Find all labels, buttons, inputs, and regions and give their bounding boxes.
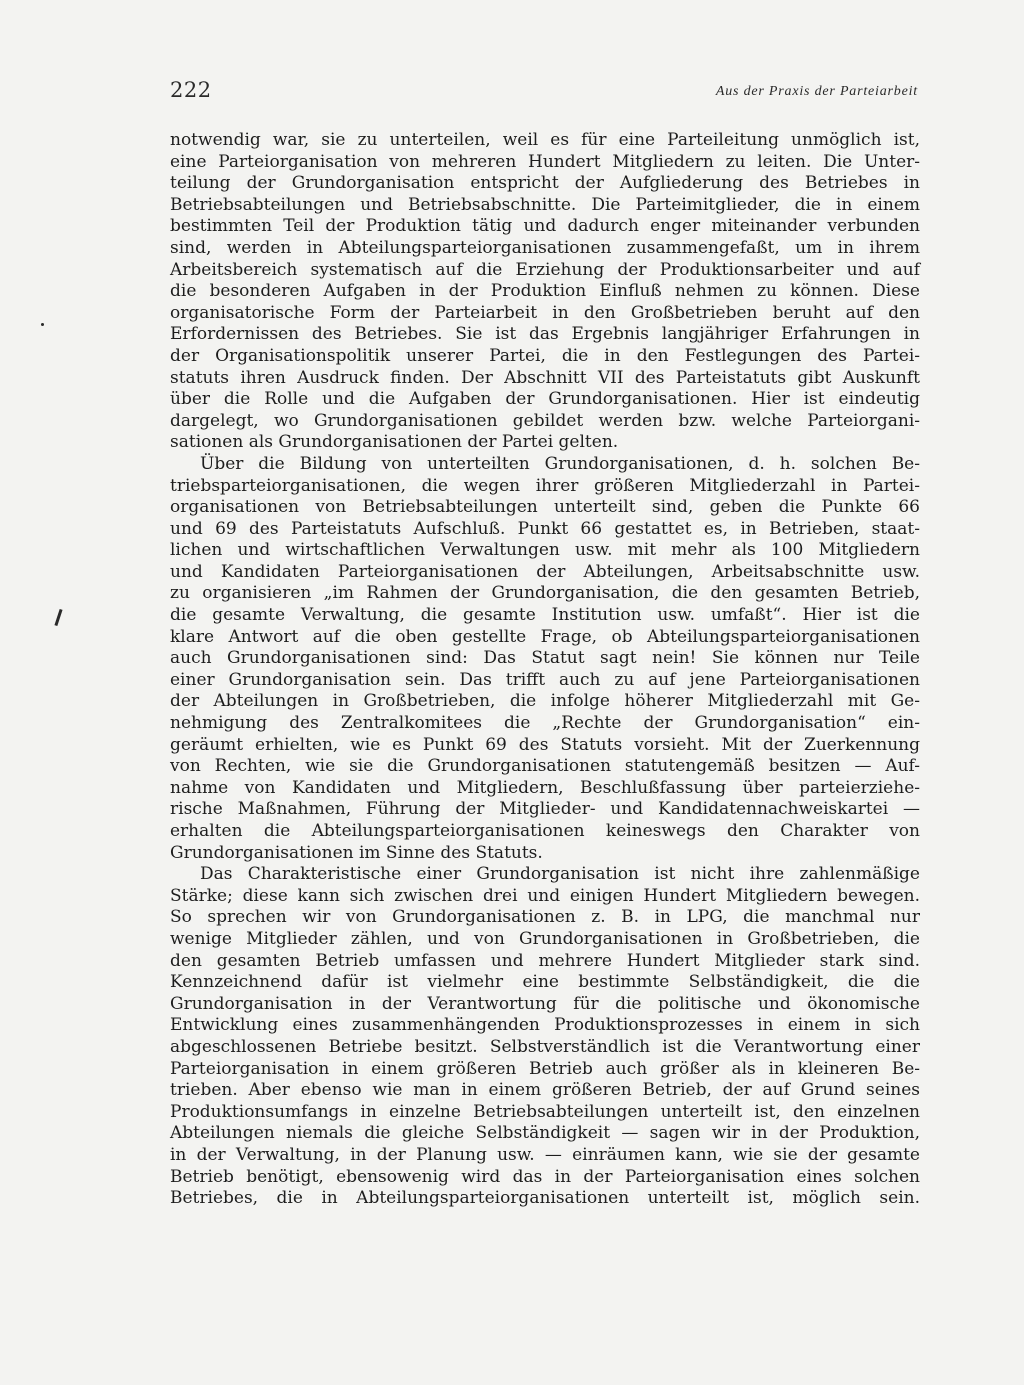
text-line: zu organisieren „im Rahmen der Grundorganisation, die den gesamten Betrieb, (170, 583, 920, 604)
text-line: Entwicklung eines zusammenhängenden Produktionsprozesses in einem in sich (170, 1015, 920, 1036)
paragraph (170, 864, 920, 1210)
text-line: erhalten die Abteilungsparteiorganisationen keineswegs den Charakter von (170, 821, 920, 841)
text-line: statuts ihren Ausdruck finden. Der Abschnitt VII des Parteistatuts gibt Auskunft (170, 367, 920, 388)
text-line: sind, werden in Abteilungsparteiorganisationen zusammengefaßt, um in ihrem (170, 237, 920, 258)
text-line: lichen und wirtschaftlichen Verwaltungen usw. mit mehr als 100 Mitgliedern (170, 540, 920, 561)
text-line: rische Maßnahmen, Führung der Mitglieder- und Kandidatennachweiskartei — (170, 799, 920, 820)
text-line: klare Antwort auf die oben gestellte Frage, ob Abteilungsparteiorganisationen (170, 626, 920, 647)
text-line: trieben. Aber ebenso wie man in einem größeren Betrieb, der auf Grund seines (170, 1080, 920, 1101)
margin-pencil-mark (54, 609, 62, 626)
text-line: über die Rolle und die Aufgaben der Grundorganisationen. Hier ist eindeutig (170, 389, 920, 410)
running-head: Aus der Praxis der Parteiarbeit (715, 84, 918, 99)
text-line: den gesamten Betrieb umfassen und mehrere Hundert Mitglieder stark sind. (170, 950, 920, 971)
text-line: nehmigung des Zentralkomitees die „Rechte der Grundorganisation“ ein- (170, 713, 920, 734)
text-line: und 69 des Parteistatuts Aufschluß. Punkt 66 gestattet es, in Betrieben, staat- (170, 518, 920, 539)
text-line: der Abteilungen in Großbetrieben, die infolge höherer Mitgliederzahl mit Ge- (170, 691, 920, 712)
text-line: wenige Mitglieder zählen, und von Grundorganisationen in Großbetrieben, die (170, 928, 920, 949)
text-line: Produktionsumfangs in einzelne Betriebsabteilungen unterteilt ist, den einzelnen (170, 1101, 920, 1122)
text-line: Grundorganisation in der Verantwortung für die politische und ökonomische (170, 993, 920, 1014)
text-line: dargelegt, wo Grundorganisationen gebildet werden bzw. welche Parteiorgani- (170, 410, 920, 431)
paragraph (170, 454, 920, 864)
text-line: von Rechten, wie sie die Grundorganisationen statutengemäß besitzen — Auf- (170, 756, 920, 777)
page-header (170, 78, 918, 104)
text-line: Parteiorganisation in einem größeren Betrieb auch größer als in kleineren Be- (170, 1058, 920, 1079)
text-line: bestimmten Teil der Produktion tätig und dadurch enger miteinander verbunden (170, 216, 920, 237)
text-line: Über die Bildung von unterteilten Grundorganisationen, d. h. solchen Be- (200, 453, 920, 474)
text-line: der Organisationspolitik unserer Partei, die in den Festlegungen des Partei- (170, 345, 920, 366)
text-line: triebsparteiorganisationen, die wegen ihrer größeren Mitgliederzahl in Partei- (170, 475, 920, 496)
text-line: Betriebes, die in Abteilungsparteiorganisationen unterteilt ist, möglich sein. (170, 1188, 920, 1209)
text-line: organisationen von Betriebsabteilungen unterteilt sind, geben die Punkte 66 (170, 497, 920, 518)
text-line: teilung der Grundorganisation entspricht der Aufgliederung des Betriebes in (170, 173, 920, 194)
text-line: So sprechen wir von Grundorganisationen z. B. in LPG, die manchmal nur (170, 907, 920, 928)
text-line: sationen als Grundorganisationen der Partei gelten. (170, 432, 619, 453)
text-line: abgeschlossenen Betriebe besitzt. Selbstverständlich ist die Verantwortung einer (170, 1036, 920, 1057)
text-line: die besonderen Aufgaben in der Produktion Einfluß nehmen zu können. Diese (170, 281, 920, 302)
text-line: einer Grundorganisation sein. Das trifft auch zu auf jene Parteiorganisationen (170, 669, 920, 690)
body-text (170, 130, 920, 1210)
text-line: in der Verwaltung, in der Planung usw. — einräumen kann, wie sie der gesamte (170, 1144, 920, 1165)
text-line: und Kandidaten Parteiorganisationen der Abteilungen, Arbeitsabschnitte usw. (170, 561, 920, 582)
text-line: die gesamte Verwaltung, die gesamte Institution usw. umfaßt“. Hier ist die (170, 605, 920, 626)
text-line: notwendig war, sie zu unterteilen, weil es für eine Parteileitung unmöglich ist, (170, 130, 920, 150)
text-line: Abteilungen niemals die gleiche Selbständigkeit — sagen wir in der Produktion, (170, 1123, 920, 1144)
text-line: eine Parteiorganisation von mehreren Hundert Mitgliedern zu leiten. Die Unter- (170, 151, 920, 172)
text-line: Betriebsabteilungen und Betriebsabschnitte. Die Parteimitglieder, die in einem (170, 194, 920, 215)
text-line: Stärke; diese kann sich zwischen drei und einigen Hundert Mitgliedern bewegen. (170, 885, 920, 906)
text-line: Arbeitsbereich systematisch auf die Erziehung der Produktionsarbeiter und auf (170, 259, 920, 280)
text-line: geräumt erhielten, wie es Punkt 69 des Statuts vorsieht. Mit der Zuerkennung (170, 734, 920, 755)
page-number: 222 (170, 78, 212, 102)
text-line: Kennzeichnend dafür ist vielmehr eine bestimmte Selbständigkeit, die die (170, 972, 920, 993)
text-line: auch Grundorganisationen sind: Das Statut sagt nein! Sie können nur Teile (170, 648, 920, 669)
text-line: organisatorische Form der Parteiarbeit in den Großbetrieben beruht auf den (170, 302, 920, 323)
paragraph (170, 130, 920, 454)
text-line: Grundorganisationen im Sinne des Statuts. (170, 842, 543, 863)
margin-dot-mark (41, 323, 44, 326)
text-line: nahme von Kandidaten und Mitgliedern, Beschlußfassung über parteierziehe- (170, 777, 920, 798)
text-line: Betrieb benötigt, ebensowenig wird das in der Parteiorganisation eines solchen (170, 1166, 920, 1187)
text-line: Das Charakteristische einer Grundorganisation ist nicht ihre zahlenmäßige (200, 864, 920, 885)
text-line: Erfordernissen des Betriebes. Sie ist das Ergebnis langjähriger Erfahrungen in (170, 324, 920, 345)
